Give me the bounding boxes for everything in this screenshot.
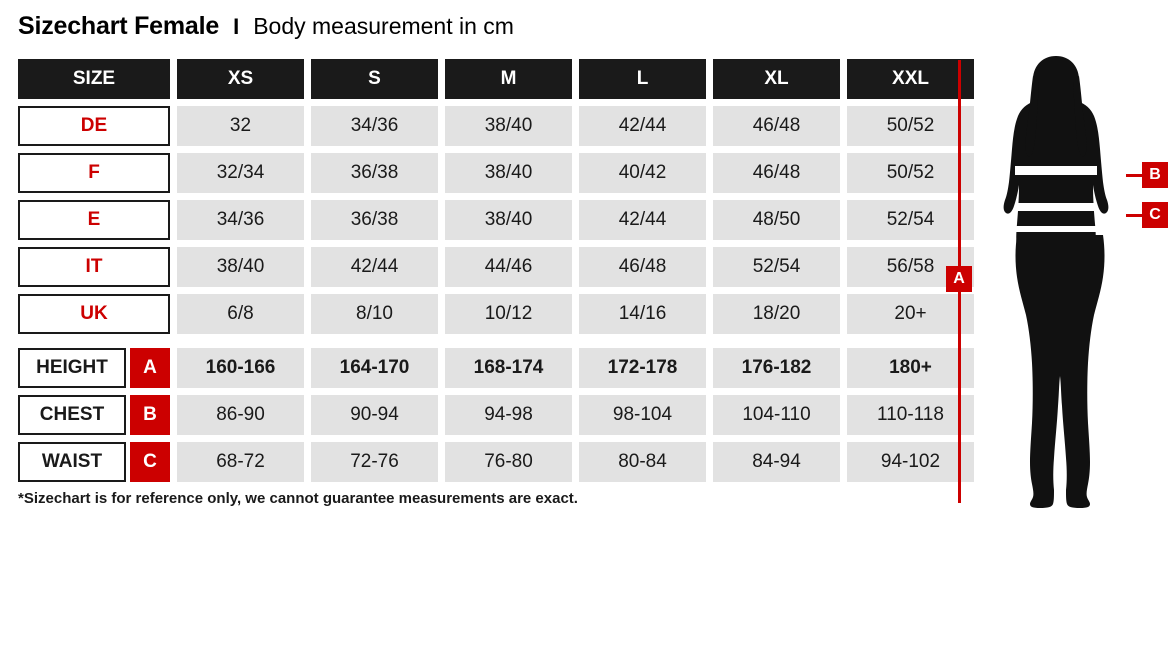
cell-f-m: 38/40 <box>445 153 572 193</box>
cell-waist-m: 76-80 <box>445 442 572 482</box>
header-cell-l: L <box>579 59 706 99</box>
badge-c: C <box>130 442 170 482</box>
cell-waist-l: 80-84 <box>579 442 706 482</box>
cell-it-l: 46/48 <box>579 247 706 287</box>
cell-height-xxl: 180+ <box>847 348 974 388</box>
row-label-waist <box>18 442 170 482</box>
cell-uk-s: 8/10 <box>311 294 438 334</box>
marker-c-label: C <box>1142 202 1168 228</box>
badge-b: B <box>130 395 170 435</box>
cell-f-s: 36/38 <box>311 153 438 193</box>
sizechart-table <box>18 59 944 489</box>
header-cell-s: S <box>311 59 438 99</box>
marker-b-tick <box>1126 174 1142 177</box>
cell-height-xs: 160-166 <box>177 348 304 388</box>
cell-f-xl: 46/48 <box>713 153 840 193</box>
cell-e-xxl: 52/54 <box>847 200 974 240</box>
row-label-chest-text: CHEST <box>18 395 126 435</box>
header-cell-size: SIZE <box>18 59 170 99</box>
cell-chest-l: 98-104 <box>579 395 706 435</box>
marker-c <box>1126 202 1168 228</box>
header-cell-m: M <box>445 59 572 99</box>
cell-chest-xs: 86-90 <box>177 395 304 435</box>
cell-e-xs: 34/36 <box>177 200 304 240</box>
cell-it-m: 44/46 <box>445 247 572 287</box>
cell-chest-m: 94-98 <box>445 395 572 435</box>
cell-f-xxl: 50/52 <box>847 153 974 193</box>
female-silhouette-icon <box>976 50 1136 510</box>
page-title <box>18 12 514 41</box>
badge-a: A <box>130 348 170 388</box>
cell-it-s: 42/44 <box>311 247 438 287</box>
cell-height-xl: 176-182 <box>713 348 840 388</box>
cell-uk-m: 10/12 <box>445 294 572 334</box>
title-separator: I <box>233 14 240 39</box>
footnote: *Sizechart is for reference only, we cannot guarantee measurements are exact. <box>18 490 578 507</box>
cell-e-s: 36/38 <box>311 200 438 240</box>
title-subtitle: Body measurement in cm <box>253 13 514 39</box>
table-row <box>18 106 944 146</box>
cell-waist-xl: 84-94 <box>713 442 840 482</box>
cell-e-l: 42/44 <box>579 200 706 240</box>
cell-de-m: 38/40 <box>445 106 572 146</box>
cell-waist-s: 72-76 <box>311 442 438 482</box>
marker-b <box>1126 162 1168 188</box>
title-main: Sizechart Female <box>18 12 220 40</box>
body-figure <box>948 50 1161 510</box>
table-header-row <box>18 59 944 99</box>
cell-e-m: 38/40 <box>445 200 572 240</box>
table-row <box>18 200 944 240</box>
cell-chest-s: 90-94 <box>311 395 438 435</box>
row-label-uk: UK <box>18 294 170 334</box>
row-label-it: IT <box>18 247 170 287</box>
cell-waist-xs: 68-72 <box>177 442 304 482</box>
cell-de-xl: 46/48 <box>713 106 840 146</box>
cell-uk-l: 14/16 <box>579 294 706 334</box>
cell-height-m: 168-174 <box>445 348 572 388</box>
cell-height-s: 164-170 <box>311 348 438 388</box>
header-cell-xs: XS <box>177 59 304 99</box>
cell-f-xs: 32/34 <box>177 153 304 193</box>
table-row <box>18 153 944 193</box>
cell-uk-xl: 18/20 <box>713 294 840 334</box>
table-row <box>18 442 944 482</box>
row-label-waist-text: WAIST <box>18 442 126 482</box>
cell-it-xxl: 56/58 <box>847 247 974 287</box>
cell-de-l: 42/44 <box>579 106 706 146</box>
cell-e-xl: 48/50 <box>713 200 840 240</box>
cell-f-l: 40/42 <box>579 153 706 193</box>
cell-it-xl: 52/54 <box>713 247 840 287</box>
table-row <box>18 247 944 287</box>
cell-it-xs: 38/40 <box>177 247 304 287</box>
header-cell-xl: XL <box>713 59 840 99</box>
row-label-height-text: HEIGHT <box>18 348 126 388</box>
cell-height-l: 172-178 <box>579 348 706 388</box>
row-label-height <box>18 348 170 388</box>
table-row <box>18 294 944 334</box>
cell-de-xxl: 50/52 <box>847 106 974 146</box>
cell-chest-xl: 104-110 <box>713 395 840 435</box>
cell-de-s: 34/36 <box>311 106 438 146</box>
marker-b-label: B <box>1142 162 1168 188</box>
cell-uk-xs: 6/8 <box>177 294 304 334</box>
cell-de-xs: 32 <box>177 106 304 146</box>
marker-c-tick <box>1126 214 1142 217</box>
marker-a <box>948 266 972 292</box>
header-cell-xxl: XXL <box>847 59 974 99</box>
cell-chest-xxl: 110-118 <box>847 395 974 435</box>
row-label-de: DE <box>18 106 170 146</box>
table-row <box>18 395 944 435</box>
marker-a-label: A <box>946 266 972 292</box>
cell-waist-xxl: 94-102 <box>847 442 974 482</box>
cell-uk-xxl: 20+ <box>847 294 974 334</box>
row-label-e: E <box>18 200 170 240</box>
table-row <box>18 348 944 388</box>
row-label-chest <box>18 395 170 435</box>
row-label-f: F <box>18 153 170 193</box>
